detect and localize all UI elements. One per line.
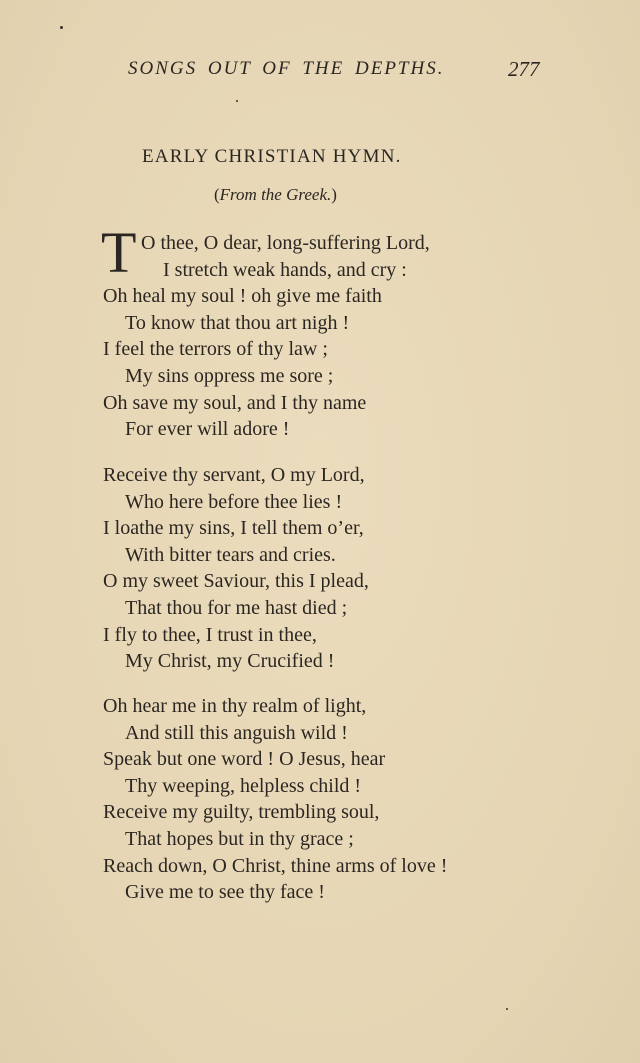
verse-line: My sins oppress me sore ; — [125, 364, 334, 387]
verse-line: Receive thy servant, O my Lord, — [103, 464, 365, 486]
hymn-title: EARLY CHRISTIAN HYMN. — [142, 146, 402, 167]
verse-line: O my sweet Saviour, this I plead, — [103, 570, 369, 593]
verse-line: With bitter tears and cries. — [125, 543, 336, 566]
verse-line: Oh hear me in thy realm of light, — [103, 695, 367, 717]
verse-line: Thy weeping, helpless child ! — [125, 774, 362, 797]
verse-line: Give me to see thy face ! — [125, 881, 325, 904]
running-head: SONGS OUT OF THE DEPTHS. — [128, 58, 445, 79]
verse-line: And still this anguish wild ! — [125, 721, 348, 744]
stanza-3 — [103, 693, 447, 906]
verse-line: I fly to thee, I trust in thee, — [103, 623, 317, 646]
hymn-subtitle — [214, 185, 337, 205]
verse-line: Who here before thee lies ! — [125, 490, 343, 513]
stanza-2 — [103, 462, 369, 675]
verse-line: I stretch weak hands, and cry : — [163, 258, 407, 281]
verse-line: Speak but one word ! O Jesus, hear — [103, 748, 386, 771]
print-speck — [60, 26, 63, 29]
verse-line: I feel the terrors of thy law ; — [103, 338, 328, 361]
verse-line: That hopes but in thy grace ; — [125, 827, 354, 850]
drop-cap: T — [101, 220, 137, 285]
verse-line: To know that thou art nigh ! — [125, 311, 350, 334]
print-speck — [506, 1008, 508, 1010]
verse-line: Oh save my soul, and I thy name — [103, 391, 367, 414]
print-speck — [236, 100, 238, 102]
verse-line: O thee, O dear, long-suffering Lord, — [141, 232, 430, 254]
verse-line: Receive my guilty, trembling soul, — [103, 801, 380, 824]
verse-line: That thou for me hast died ; — [125, 596, 348, 619]
verse-line: I loathe my sins, I tell them o’er, — [103, 517, 364, 540]
subtitle-close-paren: ) — [331, 185, 337, 204]
stanza-1 — [103, 230, 430, 443]
verse-line: Oh heal my soul ! oh give me faith — [103, 285, 382, 308]
page-number: 277 — [508, 57, 540, 81]
verse-line: For ever will adore ! — [125, 418, 290, 441]
subtitle-open-paren: ( — [214, 185, 220, 204]
verse-line: Reach down, O Christ, thine arms of love ! — [103, 854, 448, 877]
subtitle-text: From the Greek. — [219, 185, 332, 204]
verse-line: My Christ, my Crucified ! — [125, 650, 335, 673]
